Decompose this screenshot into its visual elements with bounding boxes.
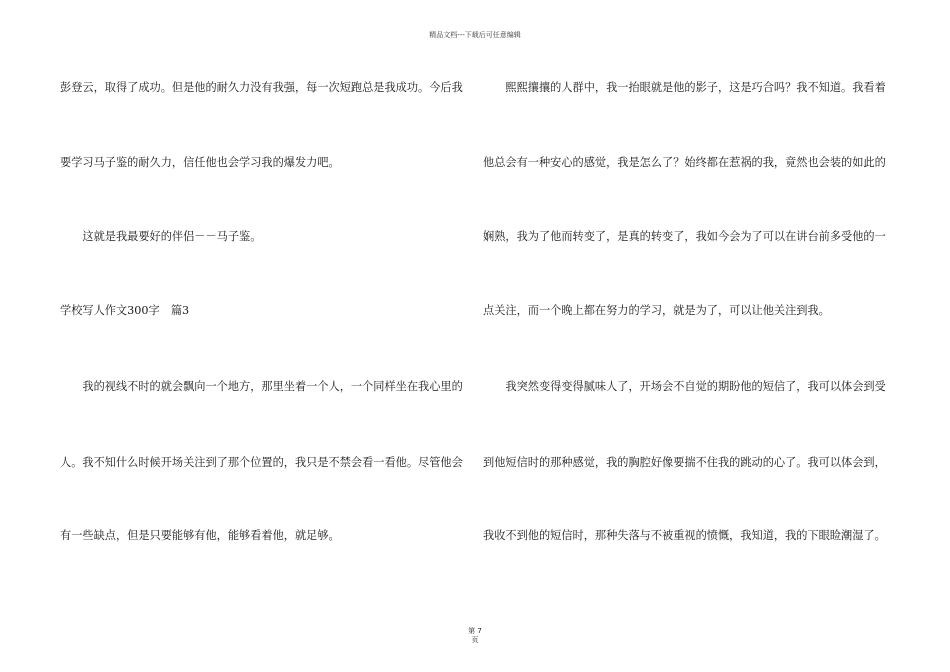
right-line-4: 点关注，而一个晚上都在努力的学习，就是为了，可以让他关注到我。 [483, 304, 830, 317]
page-number-top: 第 7 [468, 627, 482, 635]
right-line-2: 他总会有一种安心的感觉，我是怎么了？始终都在惹祸的我，竟然也会装的如此的 [483, 156, 886, 169]
right-line-5: 我突然变得变得腻味人了，开场会不自觉的期盼他的短信了，我可以体会到受 [483, 380, 886, 393]
left-line-7: 有一些缺点，但是只要能够有他，能够看着他，就足够。 [60, 529, 340, 542]
left-line-5: 我的视线不时的就会飘向一个地方，那里坐着一个人，一个同样坐在我心里的 [60, 380, 463, 393]
page-number-bottom: 页 [471, 636, 479, 644]
left-line-3: 这就是我最要好的伴侣－－马子鉴。 [60, 230, 262, 243]
right-line-3: 娴熟，我为了他而转变了，是真的转变了，我如今会为了可以在讲台前多受他的一 [483, 230, 886, 243]
right-line-6: 到他短信时的那种感觉，我的胸腔好像要揣不住我的跳动的心了。我可以体会到， [483, 456, 886, 469]
page-header: 精品文档---下载后可任意编辑 [429, 31, 521, 39]
right-line-7: 我收不到他的短信时，那种失落与不被重视的愤慨，我知道，我的下眼睑潮湿了。 [483, 529, 886, 542]
left-line-2: 要学习马子鉴的耐久力，信任他也会学习我的爆发力吧。 [60, 156, 340, 169]
left-line-1: 彭登云，取得了成功。但是他的耐久力没有我强，每一次短跑总是我成功。今后我 [60, 81, 463, 94]
page-number [0, 627, 950, 645]
right-line-1: 熙熙攘攘的人群中，我一抬眼就是他的影子，这是巧合吗？我不知道。我看着 [483, 81, 886, 94]
section-heading: 学校写人作文300字 篇3 [60, 304, 190, 317]
left-line-6: 人。我不知什么时候开场关注到了那个位置的，我只是不禁会看一看他。尽管他会 [60, 456, 463, 469]
